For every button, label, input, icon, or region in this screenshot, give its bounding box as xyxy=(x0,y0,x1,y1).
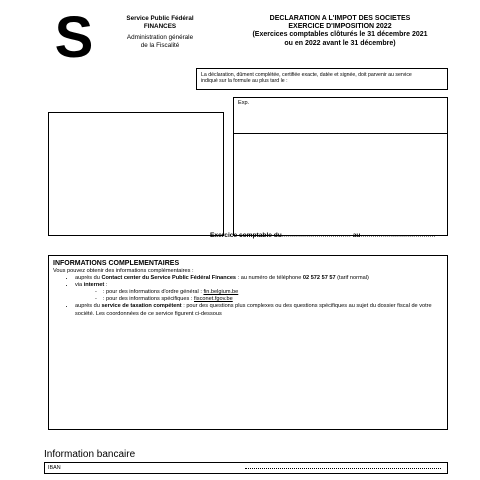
via-internet: internet xyxy=(83,282,105,289)
iban-field[interactable] xyxy=(245,468,441,469)
spf-logo: S xyxy=(54,5,94,70)
title-line-4: ou en 2022 avant le 31 décembre) xyxy=(284,39,396,47)
declaration-note xyxy=(196,68,448,90)
address-window-box xyxy=(48,112,224,236)
info-item-contact xyxy=(75,275,443,282)
exercice-to-field[interactable]: ..................................... xyxy=(360,232,436,239)
issuer-block xyxy=(110,15,210,49)
title-line-2: EXERCICE D'IMPOSITION 2022 xyxy=(288,23,392,31)
specific-link[interactable]: fisconet.fgov.be xyxy=(193,296,233,303)
sender-box xyxy=(233,97,448,134)
contact-suffix: (tarif normal) xyxy=(335,275,369,282)
exercice-label: Exercice comptable du xyxy=(210,232,282,239)
info-item-internet xyxy=(75,282,443,303)
sender-details-box xyxy=(233,133,448,236)
declaration-note-line-2: indiqué sur la formule au plus tard le : xyxy=(201,78,288,85)
contact-phone: 02 572 57 57 xyxy=(302,275,336,282)
issuer-line-2: FINANCES xyxy=(143,22,177,30)
service-suffix: : pour des questions plus complexes ou des questions spécifiques au sujet du dossier fiscal de votre société. Les coordonnées de ce service figurent ci-dessous xyxy=(75,303,432,317)
issuer-line-3: Administration générale xyxy=(126,34,194,42)
declaration-note-line-1: La déclaration, dûment complétée, certifiée exacte, datée et signée, doit parvenir au service xyxy=(201,72,412,78)
exercice-au-label: au xyxy=(352,232,361,239)
specific-text: : pour des informations spécifiques : xyxy=(102,296,194,303)
general-text: : pour des informations d'ordre général : xyxy=(102,289,204,296)
issuer-line-4: de la Fiscalité xyxy=(140,41,180,49)
general-link[interactable]: fin.belgium.be xyxy=(203,289,239,296)
specific-info-item xyxy=(102,296,443,303)
service-prefix: auprès du xyxy=(75,303,102,310)
contact-mid: : au numéro de téléphone xyxy=(236,275,303,282)
exercice-from-field[interactable]: .................................. xyxy=(281,232,351,239)
info-heading: INFORMATIONS COMPLEMENTAIRES xyxy=(53,260,180,267)
issuer-line-1: Service Public Fédéral xyxy=(126,15,194,22)
exercice-comptable-line xyxy=(210,232,470,239)
form-title xyxy=(230,15,450,48)
via-prefix: via xyxy=(75,282,84,289)
service-name: service de taxation compétent xyxy=(101,303,182,310)
contact-prefix: auprès du xyxy=(75,275,102,282)
info-item-service xyxy=(75,303,443,317)
info-section xyxy=(48,255,448,430)
exp-label: Exp. xyxy=(238,100,250,106)
info-intro: Vous pouvez obtenir des informations complémentaires : xyxy=(53,268,194,274)
title-line-1: DECLARATION A L'IMPOT DES SOCIETES xyxy=(269,15,411,22)
bank-section-title: Information bancaire xyxy=(44,449,136,460)
general-info-item xyxy=(102,289,443,296)
via-suffix: : xyxy=(104,282,108,289)
iban-label: IBAN xyxy=(48,465,61,471)
info-list xyxy=(53,275,443,318)
contact-name: Contact center du Service Public Fédéral Finances xyxy=(101,275,237,282)
title-line-3: (Exercices comptables clôturés le 31 décembre 2021 xyxy=(252,31,428,39)
internet-sublist xyxy=(75,289,443,303)
